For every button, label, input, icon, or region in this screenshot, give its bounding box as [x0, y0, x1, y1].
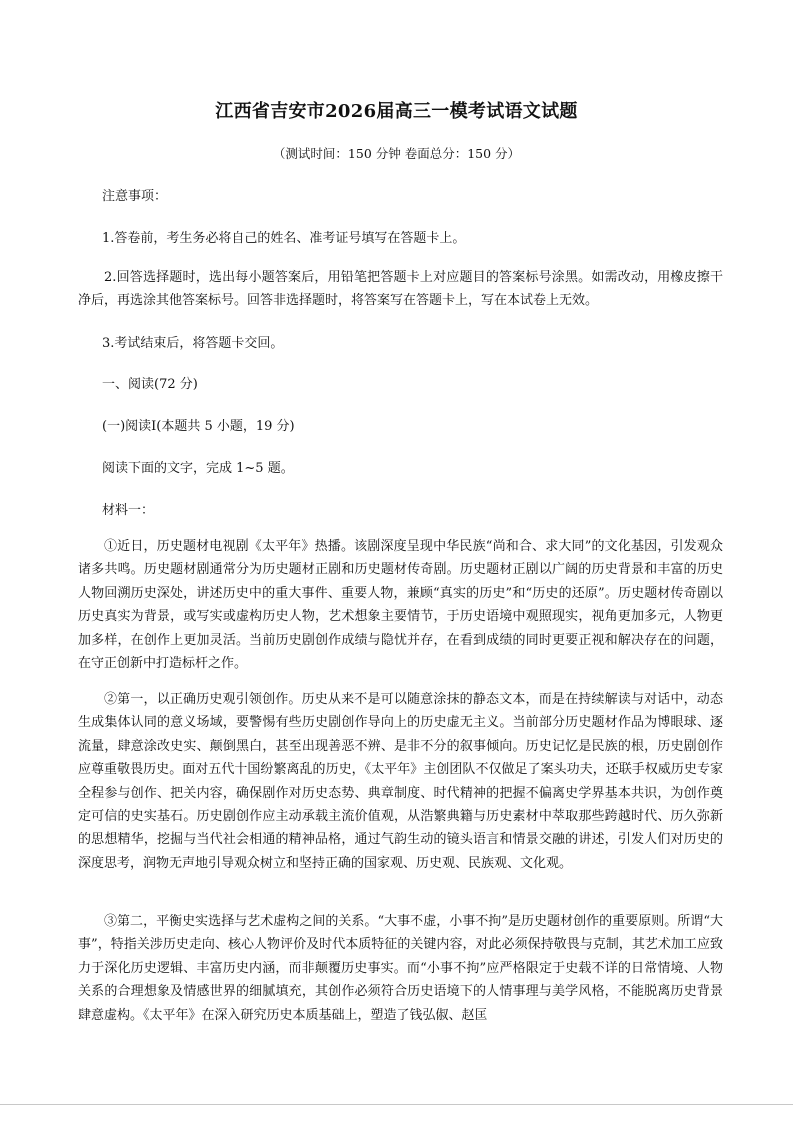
reading-instruction: 阅读下面的文字，完成 1~5 题。: [102, 461, 294, 476]
page-bottom-divider: [0, 1104, 793, 1105]
subsection-heading: (一)阅读Ⅰ(本题共 5 小题，19 分): [102, 419, 295, 434]
material-label: 材料一：: [102, 503, 155, 518]
material-paragraph-3: ③第二，平衡史实选择与艺术虚构之间的关系。“大事不虚，小事不拘”是历史题材创作的重要原则。所谓“大事”，特指关涉历史走向、核心人物评价及时代本质特征的关键内容，对此必须保持敬畏与克制，其艺术加工应致力于深化历史逻辑、丰富历史内涵，而非颠覆历史事实。而“小事不拘”应严格限定于史载不详的日常情境、人物关系的合理想象及情感世界的细腻填充，其创作必须符合历史语境下的人情事理与美学风格，不能脱离历史背景肆意虚构。《太平年》在深入研究历史本质基础上，塑造了钱弘俶、赵匡: [78, 914, 723, 1023]
note-item: 2.回答选择题时，选出每小题答案后，用铅笔把答题卡上对应题目的答案标号涂黑。如需改动，用橡皮擦干净后，再选涂其他答案标号。回答非选择题时，将答案写在答题卡上，写在本试卷上无效。: [78, 270, 723, 309]
note-item: 1.答卷前，考生务必将自己的姓名、准考证号填写在答题卡上。: [102, 231, 466, 246]
exam-time-info: （测试时间：150 分钟 卷面总分：150 分）: [272, 146, 521, 161]
material-paragraph-2: ②第一，以正确历史观引领创作。历史从来不是可以随意涂抹的静态文本，而是在持续解读与对话中，动态生成集体认同的意义场域，要警惕有些历史剧创作导向上的历史虚无主义。当前部分历史题材作品为博眼球、逐流量，肆意涂改史实、颠倒黑白，甚至出现善恶不辨、是非不分的叙事倾向。历史记忆是民族的根，历史剧创作应尊重敬畏历史。面对五代十国纷繁离乱的历史，《太平年》主创团队不仅做足了案头功夫，还联手权威历史专家全程参与创作、把关内容，确保剧作对历史态势、典章制度、时代精神的把握不偏离史学界基本共识，为创作奠定可信的史实基石。历史剧创作应主动承载主流价值观，从浩繁典籍与历史素材中萃取那些跨越时代、历久弥新的思想精华，挖掘与当代社会相通的精神品格，通过气韵生动的镜头语言和情景交融的讲述，引发人们对历史的深度思考，润物无声地引导观众树立和坚持正确的国家观、历史观、民族观、文化观。: [78, 692, 723, 871]
document-title: 江西省吉安市2026届高三一模考试语文试题: [215, 101, 578, 122]
notes-heading: 注意事项：: [102, 189, 168, 204]
note-item: 3.考试结束后，将答题卡交回。: [102, 336, 284, 351]
material-paragraph-1: ①近日，历史题材电视剧《太平年》热播。该剧深度呈现中华民族“尚和合、求大同”的文化基因，引发观众诸多共鸣。历史题材剧通常分为历史题材正剧和历史题材传奇剧。历史题材正剧以广阔的历史背景和丰富的历史人物回溯历史深处，讲述历史中的重大事件、重要人物，兼顾“真实的历史”和“历史的还原”。历史题材传奇剧以历史真实为背景，或写实或虚构历史人物，艺术想象主要情节，于历史语境中观照现实，视角更加多元，人物更加多样，在创作上更加灵活。当前历史剧创作成绩与隐忧并存，在看到成绩的同时更要正视和解决存在的问题，在守正创新中打造标杆之作。: [78, 539, 723, 672]
section-heading: 一、阅读(72 分): [102, 377, 198, 392]
